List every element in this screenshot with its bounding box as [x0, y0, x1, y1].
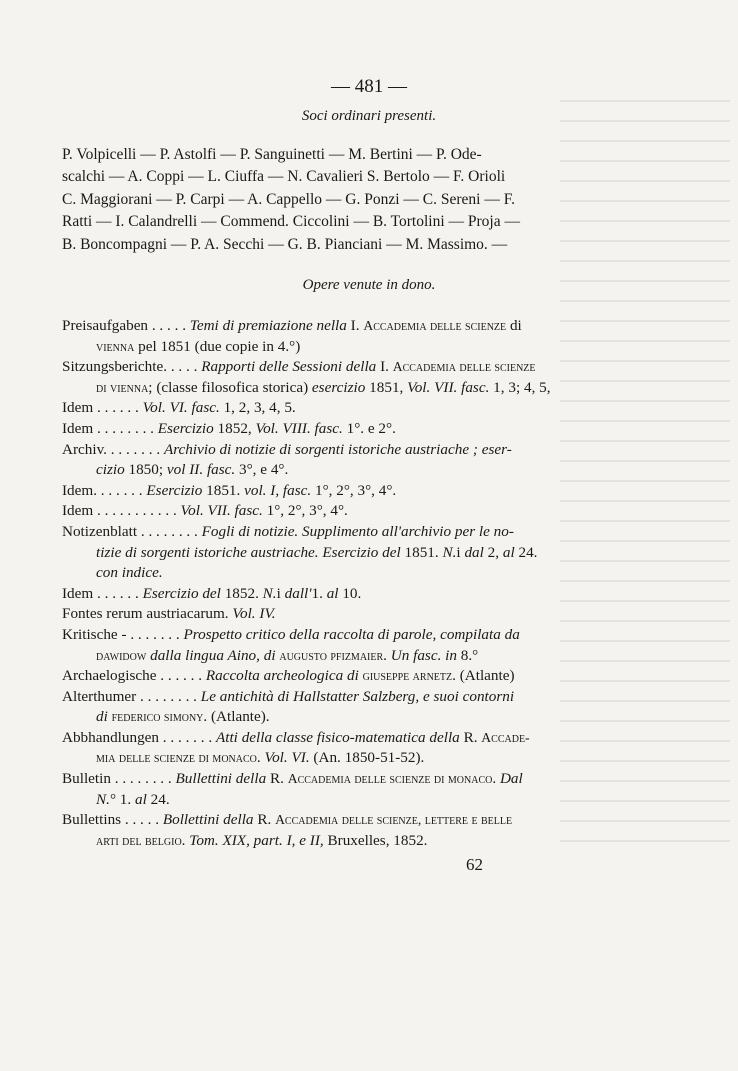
text-run: Archaelogische . . . . . . [62, 667, 206, 685]
text-run: dall' [280, 584, 312, 602]
text-run: Esercizio [157, 419, 214, 437]
text-run: 1852, [213, 419, 256, 437]
text-run: Vol. VI. fasc. [142, 399, 220, 417]
text-run: Temi di premiazione nella [189, 317, 347, 334]
work-entry-line [62, 625, 614, 646]
text-run: vol. I, fasc. [244, 481, 312, 499]
text-run: Idem. . . . . . . [62, 481, 147, 499]
work-entry [62, 357, 614, 398]
work-entry-line [62, 810, 614, 831]
work-entry-line [62, 584, 614, 605]
text-run: 24. [514, 543, 538, 561]
text-run: giuseppe arnetz [362, 668, 453, 684]
text-run: . [492, 770, 500, 788]
text-run: 1851. [400, 543, 443, 561]
work-entry [62, 522, 614, 584]
text-run: Sitzungsberichte. . . . . [62, 358, 202, 376]
text-run: Atti della classe fisico-matematica della [215, 728, 460, 746]
text-run: Accade- [481, 729, 530, 745]
text-run: . (Atlante). [203, 708, 270, 726]
text-run: Un fasc. in [390, 646, 457, 664]
text-run: Rapporti delle Sessioni della [201, 358, 377, 376]
work-entry-line [62, 378, 614, 399]
text-run: 1°, 2°, 3°, 4°. [262, 502, 348, 520]
text-run: Accademia delle scienze di monaco [287, 771, 493, 787]
text-run: (An. 1850-51-52). [309, 749, 425, 767]
work-entry [62, 316, 614, 357]
text-run: augusto pfizmaier [279, 647, 384, 663]
text-run: Bruxelles, 1852. [323, 831, 428, 849]
text-run: Fogli di notizie. Supplimento all'archivio per le no- [201, 522, 514, 540]
text-run: 8.° [456, 646, 479, 664]
text-run: R. [459, 728, 482, 746]
text-run: 2, [483, 543, 503, 561]
work-entry [62, 666, 614, 687]
works-list [62, 316, 614, 851]
text-run: R. [253, 811, 276, 829]
text-run: . [256, 749, 265, 767]
text-run: ° 1. [109, 790, 135, 808]
text-run: pel 1851 (due copie in 4.°) [134, 337, 301, 355]
text-run: 1850; [124, 461, 167, 479]
work-entry-line [62, 563, 614, 584]
text-run: 1, 2, 3, 4, 5. [219, 399, 296, 417]
text-run: 1851. [202, 481, 245, 499]
text-run: Esercizio del [142, 584, 221, 602]
text-run: R. [266, 770, 288, 788]
text-run: Accademia delle scienze [363, 318, 507, 333]
text-run: I. [346, 317, 364, 334]
text-run: N. [442, 543, 457, 561]
page-number: — 481 — [331, 76, 407, 97]
work-entry-line [62, 728, 614, 749]
text-run: 1°. e 2°. [342, 419, 396, 437]
text-run: 24. [146, 790, 170, 808]
work-entry-line [62, 646, 614, 667]
text-run: Idem . . . . . . . . . . . [62, 502, 181, 520]
text-run: arti del belgio [96, 832, 182, 848]
work-entry [62, 625, 614, 666]
text-run: di [96, 708, 108, 726]
text-run: dalla lingua Aino, di [146, 646, 276, 664]
text-run: cizio [96, 461, 125, 479]
text-run: Abbhandlungen . . . . . . . [62, 728, 216, 746]
text-run: federico simony [111, 709, 204, 725]
work-entry-line [62, 316, 614, 337]
text-run: al [135, 790, 147, 808]
members-line: P. Volpicelli — P. Astolfi — P. Sanguinetti — M. Bertini — P. Ode- [62, 146, 482, 163]
work-entry-line [62, 769, 614, 790]
members-line: Ratti — I. Calandrelli — Commend. Ciccolini — B. Tortolini — Proja — [62, 213, 520, 231]
text-run: 1852. [220, 584, 263, 602]
text-run: Accademia delle scienze, lettere e belle [275, 812, 513, 828]
work-entry [62, 604, 614, 625]
text-run: al [502, 543, 515, 561]
text-run: Notizenblatt . . . . . . . . [62, 522, 202, 540]
work-entry-line [62, 460, 614, 481]
work-entry [62, 419, 614, 440]
members-line: C. Maggiorani — P. Carpi — A. Cappello — G. Ponzi — C. Sereni — F. [62, 190, 515, 208]
work-entry-line [62, 398, 614, 419]
work-entry-line [62, 481, 614, 502]
work-entry [62, 398, 614, 419]
text-run: Vol. VII. fasc. [407, 378, 490, 396]
members-section-title: Soci ordinari presenti. [301, 108, 437, 124]
work-entry-line [62, 687, 614, 708]
work-entry-line [62, 666, 614, 687]
text-run: i [276, 584, 281, 602]
text-run: Accademia delle scienze [392, 359, 536, 375]
text-run: vol II. fasc. [166, 461, 236, 479]
work-entry [62, 584, 614, 605]
work-entry [62, 769, 614, 810]
members-list [62, 144, 612, 256]
text-run: Idem . . . . . . . . [62, 419, 158, 437]
work-entry-line [62, 543, 614, 564]
text-run: vienna [96, 338, 135, 354]
signature-number: 62 [466, 855, 483, 874]
text-run: N. [96, 790, 110, 808]
text-run: dal [460, 543, 484, 561]
work-entry-line [62, 707, 614, 728]
work-entry-line [62, 748, 614, 769]
text-run: Idem . . . . . . [62, 584, 143, 602]
text-run: Fontes rerum austriacarum. [62, 605, 233, 623]
text-run: Bulletin . . . . . . . . [62, 770, 176, 788]
work-entry-line [62, 440, 614, 461]
work-entry-line [62, 419, 614, 440]
text-run: Bollettini della [162, 811, 254, 829]
text-run: Archivio di notizie di sorgenti istoriche austriache ; eser- [163, 440, 512, 458]
text-run: al [326, 584, 339, 602]
text-run: Vol. VII. fasc. [180, 502, 263, 520]
text-run: N. [262, 584, 277, 602]
text-run: Bullettins . . . . . [62, 811, 163, 829]
work-entry [62, 687, 614, 728]
text-run: 1°, 2°, 3°, 4°. [311, 481, 397, 499]
text-run: esercizio [311, 378, 366, 396]
text-run: con indice. [96, 564, 163, 582]
text-run: Bullettini della [175, 770, 267, 788]
text-run: 3°, e 4°. [235, 461, 289, 479]
text-run: i [456, 543, 461, 561]
work-entry-line [62, 604, 614, 625]
text-run: . (Atlante) [452, 667, 515, 685]
text-run: Dal [499, 770, 523, 788]
work-entry [62, 440, 614, 481]
works-section-title: Opere venute in dono. [302, 277, 436, 293]
text-run: Kritische - . . . . . . . [62, 625, 184, 643]
text-run: di vienna [96, 379, 149, 395]
work-entry-line [62, 357, 614, 378]
text-run: Esercizio [146, 481, 203, 499]
members-line: scalchi — A. Coppi — L. Ciuffa — N. Cavalieri S. Bertolo — F. Orioli [62, 168, 506, 186]
work-entry [62, 728, 614, 769]
text-run: Vol. VIII. fasc. [255, 419, 343, 437]
text-run: 1851, [365, 378, 408, 396]
work-entry-line [62, 831, 614, 852]
text-run: 10. [338, 584, 362, 602]
text-run: Preisaufgaben . . . . . [62, 317, 190, 334]
work-entry [62, 501, 614, 522]
text-run: 1, 3; 4, 5, [489, 378, 551, 396]
work-entry [62, 481, 614, 502]
text-run: Vol. VI. [264, 749, 310, 767]
text-run: Le antichità di Hallstatter Salzberg, e suoi contorni [200, 687, 515, 705]
text-run: Tom. XIX, part. I, e II, [189, 831, 324, 849]
text-run: . [181, 831, 190, 849]
text-run: Archiv. . . . . . . . [62, 440, 164, 458]
members-line: B. Boncompagni — P. A. Secchi — G. B. Pianciani — M. Massimo. — [62, 235, 508, 253]
work-entry-line [62, 522, 614, 543]
text-run: I. [376, 358, 393, 376]
text-run: mia delle scienze di monaco [96, 750, 257, 766]
work-entry-line [62, 337, 614, 358]
text-run: di [506, 317, 522, 334]
text-run: Idem . . . . . . [62, 399, 143, 417]
text-run: Alterthumer . . . . . . . . [62, 687, 201, 705]
text-run: tizie di sorgenti istoriche austriache. Esercizio del [96, 543, 401, 561]
work-entry-line [62, 501, 614, 522]
text-run: . [383, 646, 391, 664]
text-run: 1. [311, 584, 327, 602]
text-run: ; (classe filosofica storica) [148, 378, 312, 396]
text-run: dawidow [96, 647, 147, 663]
work-entry-line [62, 790, 614, 811]
text-run: Raccolta archeologica di [205, 667, 359, 685]
text-run: Vol. IV. [232, 605, 276, 623]
text-run: Prospetto critico della raccolta di parole, compilata da [183, 625, 520, 643]
work-entry [62, 810, 614, 851]
